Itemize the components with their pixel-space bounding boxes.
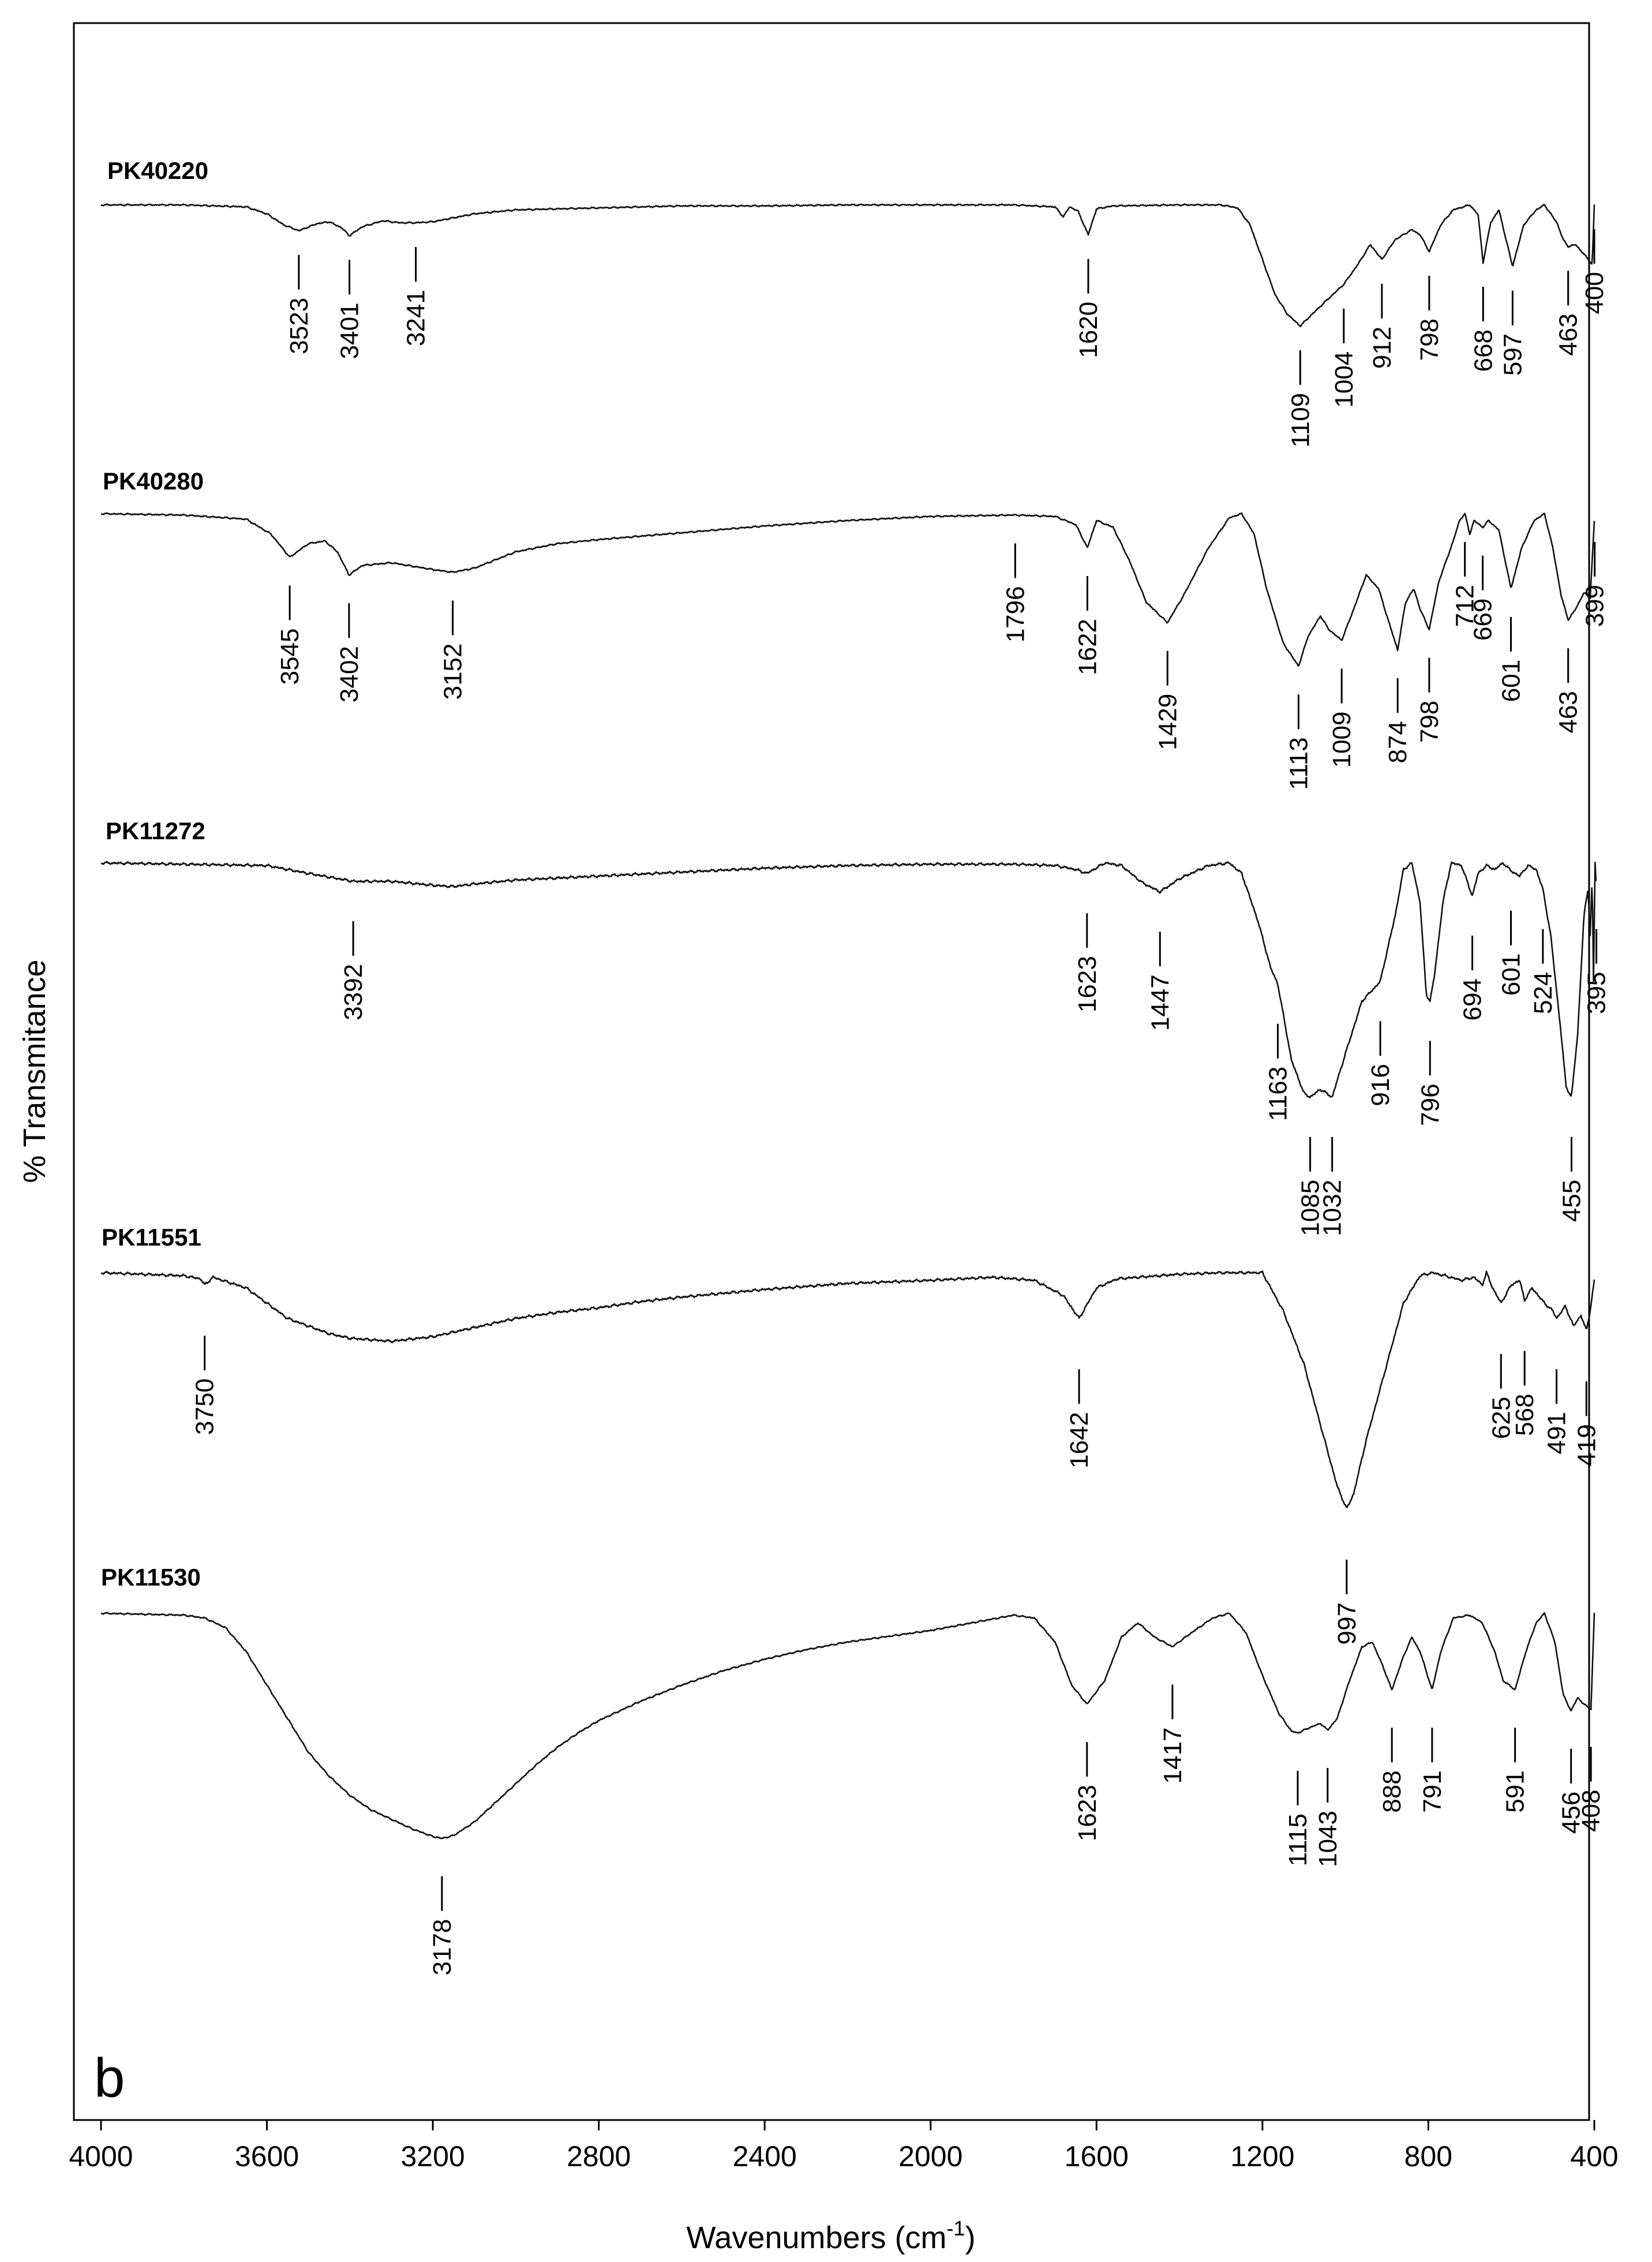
peak-label: 3545 — [276, 628, 305, 685]
peak-label: 798 — [1415, 700, 1444, 743]
spectra-layer — [101, 157, 1596, 1838]
spectrum-line — [101, 1272, 1594, 1508]
peak-label: 400 — [1580, 272, 1609, 315]
peak-label: 3178 — [428, 1919, 456, 1976]
x-tick-label: 2000 — [898, 2140, 963, 2173]
peak-label: 395 — [1582, 971, 1611, 1015]
peak-label: 3401 — [335, 302, 364, 360]
peak-label: 419 — [1572, 1424, 1601, 1467]
peak-label: 456 — [1557, 1791, 1586, 1834]
x-tick-label: 2400 — [732, 2140, 797, 2173]
series-name-label: PK11272 — [106, 817, 205, 844]
peak-label: 1623 — [1073, 1785, 1102, 1842]
peak-label: 1109 — [1286, 392, 1315, 448]
peak-label: 408 — [1577, 1789, 1606, 1832]
peak-label: 591 — [1501, 1770, 1530, 1813]
peak-label: 798 — [1415, 318, 1444, 361]
peak-label: 3152 — [439, 643, 467, 700]
x-axis-title-suffix: ) — [965, 2220, 976, 2255]
series-PK11551 — [101, 1224, 1594, 1508]
spectrum-line — [101, 862, 1596, 1098]
peak-label: 1623 — [1073, 956, 1102, 1013]
x-tick-label: 2800 — [567, 2140, 631, 2173]
x-tick-label: 1200 — [1230, 2140, 1295, 2173]
peak-label: 399 — [1580, 585, 1609, 627]
peak-label: 791 — [1418, 1770, 1447, 1813]
spectrum-line — [101, 204, 1594, 326]
peak-label: 601 — [1497, 659, 1526, 702]
series-PK11272 — [101, 817, 1596, 1098]
series-name-label: PK40220 — [107, 157, 209, 184]
peak-label: 888 — [1378, 1770, 1407, 1813]
series-name-label: PK40280 — [103, 468, 204, 495]
peak-label: 1447 — [1146, 974, 1175, 1031]
series-PK40280 — [101, 468, 1594, 666]
peak-label: 3241 — [402, 290, 430, 346]
peak-label: 694 — [1458, 978, 1487, 1021]
peak-label: 524 — [1529, 971, 1557, 1015]
peak-label: 568 — [1511, 1393, 1539, 1436]
peak-label: 1113 — [1284, 737, 1313, 790]
peak-label: 601 — [1497, 953, 1526, 996]
peak-label: 1115 — [1284, 1814, 1312, 1867]
x-axis-ticks — [69, 2120, 1618, 2173]
peak-label: 1796 — [1001, 586, 1030, 643]
x-axis-title — [686, 2216, 975, 2255]
x-tick-label: 4000 — [69, 2140, 133, 2173]
peak-labels-layer — [191, 229, 1611, 1975]
peak-label: 3523 — [284, 297, 313, 354]
peak-label: 1004 — [1329, 351, 1358, 408]
peak-label: 491 — [1542, 1412, 1571, 1455]
peak-label: 1009 — [1328, 711, 1357, 768]
peak-label: 3750 — [190, 1378, 219, 1435]
peak-label: 1043 — [1313, 1811, 1342, 1867]
series-name-label: PK11530 — [101, 1564, 201, 1591]
peak-label: 1032 — [1318, 1179, 1347, 1236]
x-axis-title-superscript: -1 — [946, 2216, 965, 2240]
y-axis-title: % Transmitance — [17, 959, 52, 1183]
series-PK11530 — [101, 1564, 1594, 1838]
spectrum-line — [101, 513, 1594, 666]
peak-label: 3402 — [335, 646, 364, 703]
peak-label: 597 — [1499, 333, 1527, 376]
peak-label: 1163 — [1264, 1066, 1293, 1121]
peak-label: 625 — [1487, 1396, 1516, 1440]
peak-label: 874 — [1384, 721, 1413, 764]
x-tick-label: 400 — [1570, 2140, 1619, 2173]
panel-label: b — [94, 2047, 125, 2109]
peak-label: 796 — [1416, 1083, 1445, 1126]
peak-label: 712 — [1451, 585, 1479, 627]
peak-label: 1085 — [1296, 1179, 1325, 1236]
peak-label: 455 — [1557, 1179, 1586, 1222]
series-name-label: PK11551 — [102, 1224, 201, 1251]
peak-label: 1417 — [1158, 1727, 1187, 1784]
peak-label: 916 — [1366, 1064, 1395, 1106]
peak-label: 669 — [1469, 598, 1497, 641]
peak-label: 1429 — [1153, 693, 1182, 750]
peak-label: 463 — [1554, 313, 1583, 356]
peak-label: 1622 — [1073, 619, 1102, 675]
peak-label: 463 — [1554, 691, 1583, 734]
peak-label: 1642 — [1065, 1412, 1094, 1469]
x-tick-label: 800 — [1404, 2140, 1453, 2173]
series-PK40220 — [101, 157, 1594, 327]
peak-label: 668 — [1469, 329, 1498, 372]
x-tick-label: 3600 — [234, 2140, 299, 2173]
x-tick-label: 1600 — [1064, 2140, 1129, 2173]
peak-label: 1620 — [1074, 301, 1103, 358]
x-axis-title-main: Wavenumbers (cm — [686, 2220, 947, 2255]
x-tick-label: 3200 — [400, 2140, 465, 2173]
peak-label: 912 — [1368, 326, 1396, 369]
peak-label: 997 — [1332, 1602, 1361, 1645]
peak-label: 3392 — [339, 963, 368, 1020]
